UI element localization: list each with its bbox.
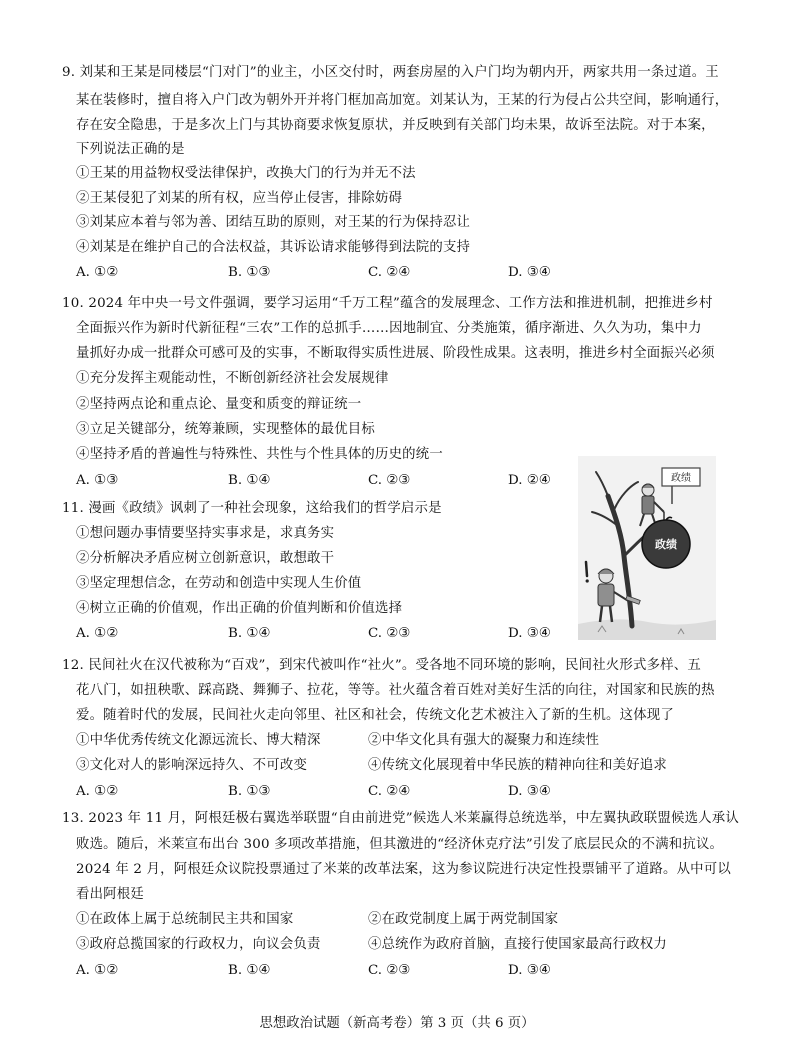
question-13-statement-3: ③政府总揽国家的行政权力，向议会负责: [76, 937, 321, 952]
question-9-statement-3: ③刘某应本着与邻为善、团结互助的原则，对王某的行为保持忍让: [76, 215, 471, 230]
question-13-stem-line-3: 2024 年 2 月，阿根廷众议院投票通过了米莱的改革法案，这为参议院进行决定性投票铺平了道路。从中可以: [76, 862, 731, 877]
question-9-option-a[interactable]: A. ①②: [76, 265, 119, 280]
question-9-option-c[interactable]: C. ②④: [368, 265, 411, 280]
question-9-stem-line-1: 9. 刘某和王某是同楼层“门对门”的业主，小区交付时，两套房屋的入户门均为朝内开，两家共用一条过道。王: [62, 65, 719, 80]
question-12-stem-line-3: 爱。随着时代的发展，民间社火走向邻里、社区和社会，传统文化艺术被注入了新的生机。这体现了: [76, 708, 674, 723]
question-10-option-b[interactable]: B. ①④: [228, 473, 271, 488]
question-10-statement-1: ①充分发挥主观能动性，不断创新经济社会发展规律: [76, 371, 389, 386]
question-13-stem-line-2: 败选。随后，米莱宣布出台 300 多项改革措施，但其激进的“经济休克疗法”引发了底层民众的不满和抗议。: [76, 837, 724, 852]
question-10-stem-line-2: 全面振兴作为新时代新征程“三农”工作的总抓手……因地制宜、分类施策，循序渐进、久久为功，集中力: [76, 321, 702, 336]
question-13-stem-line-1: 13. 2023 年 11 月，阿根廷极右翼选举联盟“自由前进党”候选人米莱赢得总统选举，中左翼执政联盟候选人承认: [62, 811, 739, 826]
question-13-stem-line-4: 看出阿根廷: [76, 887, 144, 902]
question-10-option-a[interactable]: A. ①③: [76, 473, 119, 488]
question-9-statement-4: ④刘某是在维护自己的合法权益，其诉讼请求能够得到法院的支持: [76, 240, 471, 255]
question-12-option-a[interactable]: A. ①②: [76, 784, 119, 799]
question-12-stem-line-2: 花八门，如扭秧歌、踩高跷、舞狮子、拉花，等等。社火蕴含着百姓对美好生活的向往，对国家和民族的热: [76, 683, 715, 698]
question-13-option-d[interactable]: D. ③④: [508, 963, 551, 978]
question-12-option-b[interactable]: B. ①③: [228, 784, 271, 799]
question-10-stem-line-1: 10. 2024 年中央一号文件强调，要学习运用“千万工程”蕴含的发展理念、工作方法和推进机制，把推进乡村: [62, 296, 713, 311]
question-9-stem-line-4: 下列说法正确的是: [76, 142, 185, 157]
question-12-statement-3: ③文化对人的影响深远持久、不可改变: [76, 758, 308, 773]
question-12-stem-line-1: 12. 民间社火在汉代被称为“百戏”，到宋代被叫作“社火”。受各地不同环境的影响，民间社火形式多样、五: [62, 658, 701, 673]
question-11-option-b[interactable]: B. ①④: [228, 626, 271, 641]
question-10-stem-line-3: 量抓好办成一批群众可感可及的实事，不断取得实质性进展、阶段性成果。这表明，推进乡村全面振兴必须: [76, 346, 715, 361]
question-11-statement-2: ②分析解决矛盾应树立创新意识，敢想敢干: [76, 551, 335, 566]
question-12-statement-2: ②中华文化具有强大的凝聚力和连续性: [368, 733, 600, 748]
question-13-statement-2: ②在政党制度上属于两党制国家: [368, 912, 559, 927]
cartoon-sign-label: 政绩: [671, 473, 691, 484]
question-11-stem-line-1: 11. 漫画《政绩》讽刺了一种社会现象，这给我们的哲学启示是: [62, 501, 442, 516]
question-10-statement-3: ③立足关键部分，统筹兼顾，实现整体的最优目标: [76, 422, 375, 437]
question-13-option-b[interactable]: B. ①④: [228, 963, 271, 978]
question-11-statement-3: ③坚定理想信念，在劳动和创造中实现人生价值: [76, 576, 362, 591]
question-9-stem-line-2: 某在装修时，擅自将入户门改为朝外开并将门框加高加宽。刘某认为，王某的行为侵占公共空间，影响通行，: [76, 93, 729, 108]
question-11-option-a[interactable]: A. ①②: [76, 626, 119, 641]
question-13-option-c[interactable]: C. ②③: [368, 963, 411, 978]
cartoon-apple-label: 政绩: [655, 538, 677, 551]
question-9-stem-line-3: 存在安全隐患，于是多次上门与其协商要求恢复原状，并反映到有关部门均未果，故诉至法院。对于本案，: [76, 118, 715, 133]
question-11-option-c[interactable]: C. ②③: [368, 626, 411, 641]
question-10-statement-4: ④坚持矛盾的普遍性与特殊性、共性与个性具体的历史的统一: [76, 447, 443, 462]
question-12-statement-1: ①中华优秀传统文化源远流长、博大精深: [76, 733, 321, 748]
question-10-option-c[interactable]: C. ②③: [368, 473, 411, 488]
question-11-statement-4: ④树立正确的价值观，作出正确的价值判断和价值选择: [76, 601, 403, 616]
question-12-option-d[interactable]: D. ③④: [508, 784, 551, 799]
question-11-option-d[interactable]: D. ③④: [508, 626, 551, 641]
question-12-statement-4: ④传统文化展现着中华民族的精神向往和美好追求: [368, 758, 667, 773]
question-13-option-a[interactable]: A. ①②: [76, 963, 119, 978]
question-9-statement-1: ①王某的用益物权受法律保护，改换大门的行为并无不法: [76, 166, 416, 181]
question-11-statement-1: ①想问题办事情要坚持实事求是，求真务实: [76, 526, 335, 541]
question-9-option-b[interactable]: B. ①③: [228, 265, 271, 280]
question-9-option-d[interactable]: D. ③④: [508, 265, 551, 280]
question-10-option-d[interactable]: D. ②④: [508, 473, 551, 488]
question-12-option-c[interactable]: C. ②④: [368, 784, 411, 799]
question-13-statement-1: ①在政体上属于总统制民主共和国家: [76, 912, 294, 927]
question-10-statement-2: ②坚持两点论和重点论、量变和质变的辩证统一: [76, 397, 362, 412]
cartoon-zhengji-image: [578, 456, 716, 640]
page-footer: 思想政治试题（新高考卷）第 3 页（共 6 页）: [259, 1016, 535, 1031]
question-9-statement-2: ②王某侵犯了刘某的所有权，应当停止侵害，排除妨碍: [76, 191, 403, 206]
question-13-statement-4: ④总统作为政府首脑，直接行使国家最高行政权力: [368, 937, 667, 952]
